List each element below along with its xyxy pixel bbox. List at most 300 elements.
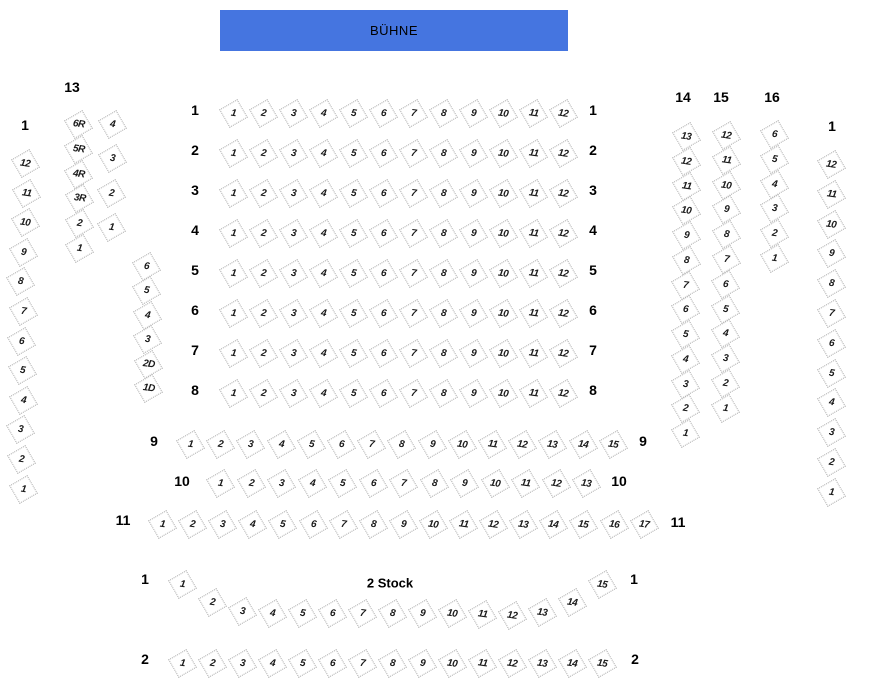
seat-block-1-right-5[interactable] — [817, 359, 846, 388]
seat-row-2-11[interactable] — [519, 139, 548, 168]
seat-row-5-5[interactable] — [339, 259, 368, 288]
seat-row-7-9[interactable] — [459, 339, 488, 368]
seat-row-4-10[interactable] — [489, 219, 518, 248]
seat-row-7-12[interactable] — [549, 339, 578, 368]
seat-block-1-right-6[interactable] — [817, 329, 846, 358]
seat-row-5-11[interactable] — [519, 259, 548, 288]
seat-row-8-2[interactable] — [249, 379, 278, 408]
seat-row-6-11[interactable] — [519, 299, 548, 328]
seat-block-13-inner-4[interactable] — [98, 110, 127, 139]
seat-row-10-13[interactable] — [572, 469, 601, 498]
seat-number: 8 — [722, 228, 730, 241]
seat-row-5-7[interactable] — [399, 259, 428, 288]
seat-row-9-5[interactable] — [297, 430, 326, 459]
seat-row-11-9[interactable] — [389, 510, 418, 539]
seat-number: 4 — [277, 438, 285, 451]
seat-row-6-8[interactable] — [429, 299, 458, 328]
seat-block-15-3[interactable] — [711, 344, 740, 373]
seat-number: 1 — [230, 147, 237, 160]
seat-number: 3 — [17, 424, 24, 436]
seat-row-9-15[interactable] — [599, 430, 628, 459]
seat-block-16-6[interactable] — [760, 120, 789, 149]
seat-row-5-3[interactable] — [279, 259, 308, 288]
seat-block-14-7[interactable] — [672, 271, 701, 300]
seat-number: 14 — [566, 596, 579, 609]
seat-number: 15 — [596, 657, 609, 670]
seat-row-1-10[interactable] — [489, 99, 518, 128]
seat-row-11-14[interactable] — [539, 510, 568, 539]
seat-row-5-12[interactable] — [549, 259, 578, 288]
seat-stock-row-1-9[interactable] — [408, 599, 437, 628]
seat-row-3-4[interactable] — [309, 179, 338, 208]
seat-block-1-right-10[interactable] — [817, 210, 846, 239]
seat-block-d-4[interactable] — [133, 301, 162, 330]
seat-block-15-6[interactable] — [712, 270, 741, 299]
seat-block-13-outer-4R[interactable] — [65, 160, 94, 189]
seat-block-1-left-12[interactable] — [11, 149, 40, 178]
seat-number: 4 — [828, 397, 835, 409]
seat-number: 4 — [320, 147, 327, 160]
seat-row-10-5[interactable] — [328, 469, 357, 498]
seat-row-6-3[interactable] — [279, 299, 308, 328]
seat-row-11-10[interactable] — [419, 510, 448, 539]
seat-block-1-right-2[interactable] — [817, 448, 846, 477]
seat-number: 1 — [722, 402, 729, 415]
seat-number: 6 — [329, 657, 336, 670]
seat-row-11-5[interactable] — [269, 510, 298, 539]
seat-block-13-outer-6R[interactable] — [64, 110, 93, 139]
seat-number: 3 — [219, 518, 226, 531]
seat-number: 1 — [230, 347, 237, 360]
seat-number: 12 — [19, 157, 32, 170]
seat-block-d-2D[interactable] — [134, 350, 163, 379]
seat-row-10-9[interactable] — [450, 469, 479, 498]
seat-number: 4 — [320, 107, 327, 120]
seat-row-4-5[interactable] — [339, 219, 368, 248]
seat-number: 9 — [828, 248, 835, 260]
seat-row-11-13[interactable] — [509, 510, 538, 539]
seat-block-14-3[interactable] — [671, 370, 700, 399]
seat-number: 3 — [290, 307, 297, 320]
seat-block-16-3[interactable] — [760, 195, 789, 224]
seat-stock-row-2-14[interactable] — [558, 649, 587, 678]
seat-stock-row-1-5[interactable] — [288, 599, 317, 628]
seat-number: 14 — [577, 438, 589, 451]
seat-block-1-left-8[interactable] — [6, 268, 35, 297]
seat-number: 9 — [428, 438, 436, 451]
seat-row-9-1[interactable] — [176, 430, 205, 459]
seat-block-14-4[interactable] — [671, 345, 700, 374]
seat-number: 6 — [380, 307, 387, 320]
seat-row-9-8[interactable] — [388, 430, 417, 459]
seat-number: 8 — [430, 477, 438, 490]
seat-block-15-5[interactable] — [711, 295, 740, 324]
seat-number: 5 — [350, 307, 357, 320]
seat-block-13-inner-3[interactable] — [98, 144, 127, 173]
seat-row-11-3[interactable] — [208, 510, 237, 539]
seat-number: 4 — [320, 307, 327, 320]
seat-row-3-11[interactable] — [519, 179, 548, 208]
seat-row-2-7[interactable] — [399, 139, 428, 168]
seat-block-14-8[interactable] — [672, 246, 701, 275]
seat-row-1-5[interactable] — [339, 99, 368, 128]
seat-block-1-left-1[interactable] — [9, 475, 38, 504]
seat-stock-row-2-2[interactable] — [198, 649, 227, 678]
seat-stock-row-2-11[interactable] — [468, 649, 497, 678]
seat-row-11-16[interactable] — [600, 510, 629, 539]
seat-row-8-6[interactable] — [369, 379, 398, 408]
seat-row-4-7[interactable] — [399, 219, 428, 248]
seat-row-8-12[interactable] — [549, 379, 578, 408]
seat-row-1-6[interactable] — [369, 99, 398, 128]
seat-row-1-3[interactable] — [279, 99, 308, 128]
seat-block-14-6[interactable] — [671, 295, 700, 324]
seat-block-1-left-2[interactable] — [7, 445, 36, 474]
seat-block-14-5[interactable] — [671, 320, 700, 349]
seat-block-d-6[interactable] — [132, 252, 161, 281]
seat-block-16-4[interactable] — [760, 170, 789, 199]
seat-row-5-4[interactable] — [309, 259, 338, 288]
seat-number: 16 — [608, 518, 620, 531]
seat-row-2-9[interactable] — [459, 139, 488, 168]
seat-stock-row-2-8[interactable] — [378, 649, 407, 678]
seat-stock-row-1-12[interactable] — [498, 601, 527, 630]
seat-row-8-1[interactable] — [219, 379, 248, 408]
seat-row-9-2[interactable] — [206, 430, 235, 459]
seat-number: 3 — [290, 147, 297, 160]
seat-row-10-11[interactable] — [511, 469, 540, 498]
seat-row-9-3[interactable] — [237, 430, 266, 459]
seat-number: 2 — [260, 227, 267, 240]
seat-stock-row-1-11[interactable] — [468, 600, 497, 629]
seat-row-7-7[interactable] — [399, 339, 428, 368]
seat-block-15-2[interactable] — [711, 369, 740, 398]
seat-row-11-15[interactable] — [570, 510, 599, 539]
seat-row-4-11[interactable] — [519, 219, 548, 248]
seat-number: 2 — [771, 227, 778, 240]
seat-block-1-left-6[interactable] — [7, 327, 36, 356]
seat-row-11-1[interactable] — [148, 510, 177, 539]
seat-row-7-1[interactable] — [219, 339, 248, 368]
seat-block-15-10[interactable] — [712, 171, 741, 200]
seat-block-14-2[interactable] — [671, 394, 700, 423]
seat-block-14-10[interactable] — [672, 196, 701, 225]
seat-row-8-4[interactable] — [309, 379, 338, 408]
seat-number: 1 — [76, 242, 83, 255]
seat-row-3-10[interactable] — [489, 179, 518, 208]
seat-stock-row-2-13[interactable] — [528, 649, 557, 678]
seat-row-4-3[interactable] — [279, 219, 308, 248]
seat-row-10-3[interactable] — [267, 469, 296, 498]
seat-row-10-4[interactable] — [298, 469, 327, 498]
seat-stock-row-2-7[interactable] — [348, 649, 377, 678]
seat-row-11-6[interactable] — [299, 510, 328, 539]
seat-stock-row-1-1[interactable] — [168, 570, 197, 599]
seat-stock-row-1-10[interactable] — [438, 599, 467, 628]
seat-block-1-left-7[interactable] — [9, 297, 38, 326]
seat-block-15-8[interactable] — [712, 220, 741, 249]
seat-row-3-7[interactable] — [399, 179, 428, 208]
seat-row-8-3[interactable] — [279, 379, 308, 408]
seat-number: 2 — [722, 377, 729, 390]
seat-number: 6R — [71, 118, 86, 131]
seat-row-6-6[interactable] — [369, 299, 398, 328]
seat-block-14-1[interactable] — [671, 419, 700, 448]
seat-row-7-10[interactable] — [489, 339, 518, 368]
seat-row-10-10[interactable] — [481, 469, 510, 498]
seat-block-15-1[interactable] — [711, 394, 740, 423]
seat-number: 10 — [825, 217, 838, 231]
seat-row-9-13[interactable] — [539, 430, 568, 459]
seat-row-11-2[interactable] — [178, 510, 207, 539]
seat-block-1-right-4[interactable] — [817, 389, 846, 418]
seat-number: 4 — [320, 347, 327, 360]
seat-block-1-right-1[interactable] — [817, 478, 846, 507]
seat-number: 13 — [547, 438, 559, 451]
seat-number: 11 — [528, 227, 539, 240]
seat-stock-row-1-6[interactable] — [318, 599, 347, 628]
seat-number: 11 — [528, 267, 539, 280]
seat-number: 3 — [290, 107, 297, 120]
seat-row-1-8[interactable] — [429, 99, 458, 128]
seat-row-4-4[interactable] — [309, 219, 338, 248]
seat-row-11-7[interactable] — [329, 510, 358, 539]
seat-block-1-right-3[interactable] — [817, 418, 846, 447]
seat-row-11-17[interactable] — [630, 510, 659, 539]
section-label-block-1-left: 1 — [21, 117, 29, 133]
seat-row-7-5[interactable] — [339, 339, 368, 368]
seat-block-1-left-10[interactable] — [11, 208, 40, 237]
seat-row-4-6[interactable] — [369, 219, 398, 248]
seat-number: 4 — [308, 477, 316, 490]
seat-number: 3 — [239, 657, 246, 670]
seat-row-2-12[interactable] — [549, 139, 578, 168]
seat-block-1-right-12[interactable] — [817, 150, 846, 179]
seat-block-13-inner-1[interactable] — [97, 213, 126, 242]
seat-block-15-11[interactable] — [712, 146, 741, 175]
seat-number: 4 — [320, 187, 327, 200]
seat-block-15-7[interactable] — [712, 245, 741, 274]
seat-row-9-12[interactable] — [508, 430, 537, 459]
seat-row-9-7[interactable] — [357, 430, 386, 459]
seat-row-10-12[interactable] — [542, 469, 571, 498]
seat-row-11-11[interactable] — [449, 510, 478, 539]
seat-number: 3R — [72, 192, 86, 206]
seat-block-14-9[interactable] — [672, 221, 701, 250]
seat-block-1-right-9[interactable] — [817, 240, 846, 269]
seat-stock-row-1-2[interactable] — [198, 588, 227, 617]
seat-number: 1 — [230, 227, 237, 240]
seat-stock-row-2-12[interactable] — [498, 649, 527, 678]
seat-row-1-7[interactable] — [399, 99, 428, 128]
seat-block-14-12[interactable] — [672, 147, 701, 176]
seat-number: 12 — [557, 387, 570, 400]
seat-block-1-right-8[interactable] — [817, 269, 846, 298]
seat-stock-row-1-14[interactable] — [558, 588, 587, 617]
seat-row-8-7[interactable] — [399, 379, 428, 408]
seat-row-3-6[interactable] — [369, 179, 398, 208]
seat-stock-row-1-15[interactable] — [588, 570, 617, 599]
seat-row-11-12[interactable] — [479, 510, 508, 539]
seat-row-4-12[interactable] — [549, 219, 578, 248]
seat-row-8-10[interactable] — [489, 379, 518, 408]
seat-row-2-3[interactable] — [279, 139, 308, 168]
seat-row-5-2[interactable] — [249, 259, 278, 288]
seat-stock-row-1-13[interactable] — [528, 598, 557, 627]
seat-row-2-6[interactable] — [369, 139, 398, 168]
seat-row-4-9[interactable] — [459, 219, 488, 248]
seat-block-13-outer-3R[interactable] — [65, 185, 94, 214]
seat-row-3-8[interactable] — [429, 179, 458, 208]
seat-row-10-1[interactable] — [206, 469, 235, 498]
section-label-block-1-right: 1 — [828, 118, 836, 134]
seat-stock-row-1-3[interactable] — [228, 597, 257, 626]
seat-block-1-left-11[interactable] — [12, 179, 41, 208]
seat-number: 2 — [217, 438, 224, 451]
seat-row-4-1[interactable] — [219, 219, 248, 248]
seat-row-3-2[interactable] — [249, 179, 278, 208]
seat-row-2-1[interactable] — [219, 139, 248, 168]
seat-row-6-5[interactable] — [339, 299, 368, 328]
seat-row-6-9[interactable] — [459, 299, 488, 328]
seat-stock-row-2-6[interactable] — [318, 649, 347, 678]
seat-block-d-1D[interactable] — [134, 374, 163, 403]
seat-row-1-2[interactable] — [249, 99, 278, 128]
seat-row-1-12[interactable] — [549, 99, 578, 128]
seat-stock-row-2-3[interactable] — [228, 649, 257, 678]
seat-number: 5 — [771, 153, 778, 166]
seat-number: 5 — [722, 303, 730, 315]
seat-row-10-6[interactable] — [359, 469, 388, 498]
seat-block-1-left-9[interactable] — [9, 238, 38, 267]
seat-row-7-6[interactable] — [369, 339, 398, 368]
seat-row-10-8[interactable] — [420, 469, 449, 498]
seat-row-2-5[interactable] — [339, 139, 368, 168]
seat-row-9-9[interactable] — [418, 430, 447, 459]
seat-row-9-6[interactable] — [327, 430, 356, 459]
seat-row-7-4[interactable] — [309, 339, 338, 368]
seat-stock-row-1-8[interactable] — [378, 599, 407, 628]
seat-block-1-left-5[interactable] — [8, 356, 37, 385]
seat-row-6-10[interactable] — [489, 299, 518, 328]
seat-block-1-right-7[interactable] — [817, 299, 846, 328]
seat-row-4-2[interactable] — [249, 219, 278, 248]
seat-row-1-9[interactable] — [459, 99, 488, 128]
seat-row-2-8[interactable] — [429, 139, 458, 168]
seat-block-13-outer-2[interactable] — [65, 209, 94, 238]
seat-block-13-outer-1[interactable] — [65, 234, 94, 263]
seat-number: 8 — [398, 438, 406, 451]
seat-row-3-3[interactable] — [279, 179, 308, 208]
seat-row-8-8[interactable] — [429, 379, 458, 408]
seat-number: 9 — [470, 107, 477, 120]
seat-row-6-7[interactable] — [399, 299, 428, 328]
seat-block-15-9[interactable] — [712, 196, 741, 225]
seat-block-16-1[interactable] — [760, 244, 789, 273]
seat-row-9-14[interactable] — [569, 430, 598, 459]
seat-row-5-6[interactable] — [369, 259, 398, 288]
seat-block-1-right-11[interactable] — [817, 180, 846, 209]
seat-number: 6 — [380, 227, 387, 240]
seat-stock-row-2-10[interactable] — [438, 649, 467, 678]
seat-row-11-8[interactable] — [359, 510, 388, 539]
seat-number: 3 — [771, 203, 778, 215]
seat-block-15-12[interactable] — [712, 121, 741, 150]
seat-stock-row-2-1[interactable] — [168, 649, 197, 678]
seat-row-7-2[interactable] — [249, 339, 278, 368]
seat-number: 2 — [209, 596, 216, 609]
seat-row-6-12[interactable] — [549, 299, 578, 328]
seat-number: 12 — [720, 129, 733, 142]
seat-row-1-4[interactable] — [309, 99, 338, 128]
seat-row-5-10[interactable] — [489, 259, 518, 288]
seat-row-4-8[interactable] — [429, 219, 458, 248]
seat-number: 7 — [20, 305, 27, 318]
seat-block-13-inner-2[interactable] — [97, 179, 126, 208]
seat-stock-row-2-5[interactable] — [288, 649, 317, 678]
seat-block-d-3[interactable] — [133, 325, 162, 354]
seat-row-8-5[interactable] — [339, 379, 368, 408]
seat-stock-row-2-4[interactable] — [258, 649, 287, 678]
seat-row-2-10[interactable] — [489, 139, 518, 168]
row-label-right-row-3: 3 — [589, 182, 597, 198]
seat-stock-row-2-9[interactable] — [408, 649, 437, 678]
row-label-left-stock-row-2: 2 — [141, 651, 149, 667]
seat-row-11-4[interactable] — [238, 510, 267, 539]
seat-row-9-11[interactable] — [478, 430, 507, 459]
seat-block-16-5[interactable] — [760, 145, 789, 174]
seat-block-1-left-3[interactable] — [6, 416, 35, 445]
seat-row-6-4[interactable] — [309, 299, 338, 328]
seat-block-1-left-4[interactable] — [9, 386, 38, 415]
seat-row-7-8[interactable] — [429, 339, 458, 368]
seat-block-15-4[interactable] — [711, 320, 740, 349]
seat-stock-row-1-7[interactable] — [348, 599, 377, 628]
seat-row-8-9[interactable] — [459, 379, 488, 408]
seat-number: 5 — [350, 187, 357, 200]
seat-row-10-2[interactable] — [237, 469, 266, 498]
seat-row-2-4[interactable] — [309, 139, 338, 168]
seat-block-d-5[interactable] — [133, 277, 162, 306]
seat-row-1-11[interactable] — [519, 99, 548, 128]
seat-stock-row-2-15[interactable] — [588, 649, 617, 678]
seat-stock-row-1-4[interactable] — [258, 599, 287, 628]
seat-row-1-1[interactable] — [219, 99, 248, 128]
seat-row-5-9[interactable] — [459, 259, 488, 288]
seat-block-13-outer-5R[interactable] — [64, 135, 93, 164]
seat-number: 2 — [260, 187, 267, 200]
seat-block-14-13[interactable] — [672, 122, 701, 151]
seat-row-5-1[interactable] — [219, 259, 248, 288]
seat-row-10-7[interactable] — [389, 469, 418, 498]
seat-row-6-1[interactable] — [219, 299, 248, 328]
seat-row-3-12[interactable] — [549, 179, 578, 208]
seat-row-3-5[interactable] — [339, 179, 368, 208]
seat-number: 4 — [722, 328, 729, 340]
seat-row-8-11[interactable] — [519, 379, 548, 408]
seat-row-3-9[interactable] — [459, 179, 488, 208]
seat-block-16-2[interactable] — [760, 219, 789, 248]
seat-row-7-11[interactable] — [519, 339, 548, 368]
seat-row-9-10[interactable] — [448, 430, 477, 459]
seat-block-14-11[interactable] — [672, 172, 701, 201]
seat-row-9-4[interactable] — [267, 430, 296, 459]
seat-row-6-2[interactable] — [249, 299, 278, 328]
seat-row-7-3[interactable] — [279, 339, 308, 368]
seat-row-3-1[interactable] — [219, 179, 248, 208]
seat-row-5-8[interactable] — [429, 259, 458, 288]
seat-row-2-2[interactable] — [249, 139, 278, 168]
